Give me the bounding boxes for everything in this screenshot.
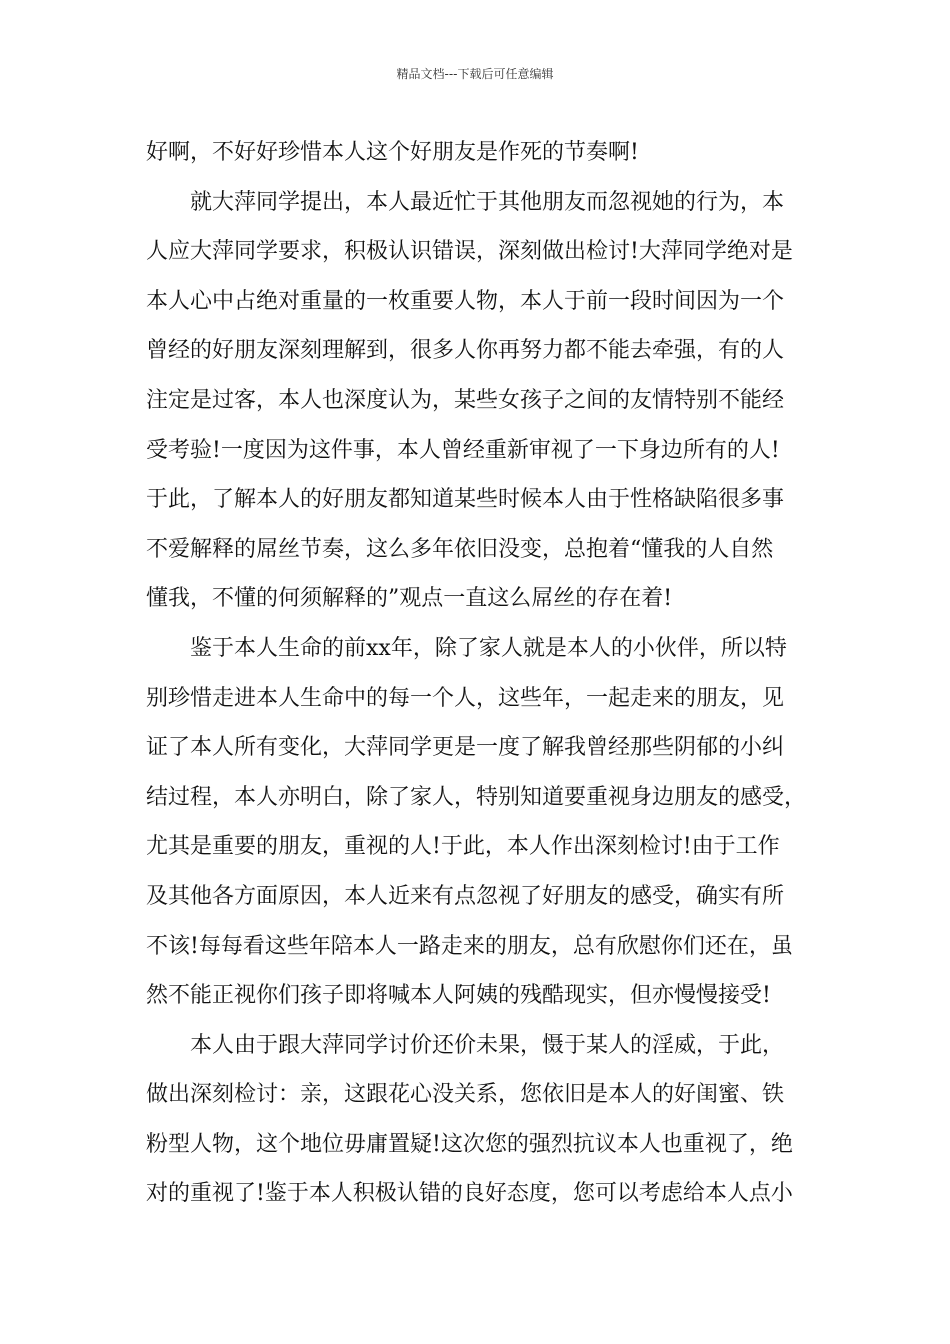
text-line: 于此，了解本人的好朋友都知道某些时候本人由于性格缺陷很多事 [146, 487, 785, 513]
text-line: 本人由于跟大萍同学讨价还价未果，慑于某人的淫威，于此， [190, 1032, 785, 1058]
text-line: 对的重视了!鉴于本人积极认错的良好态度，您可以考虑给本人点小 [146, 1181, 793, 1207]
text-line: 注定是过客，本人也深度认为，某些女孩子之间的友情特别不能经 [146, 387, 785, 413]
page-header: 精品文档---下载后可任意编辑 [396, 67, 554, 81]
text-line: 就大萍同学提出，本人最近忙于其他朋友而忽视她的行为，本 [190, 189, 785, 215]
text-line: 做出深刻检讨：亲，这跟花心没关系，您依旧是本人的好闺蜜、铁 [146, 1082, 785, 1108]
document-body [146, 128, 808, 1219]
text-line: 人应大萍同学要求，积极认识错误，深刻做出检讨!大萍同学绝对是 [146, 239, 793, 265]
text-line: 懂我，不懂的何须解释的”观点一直这么屌丝的存在着! [146, 586, 673, 612]
text-line: 不该!每每看这些年陪本人一路走来的朋友，总有欣慰你们还在，虽 [146, 933, 793, 959]
text-line: 不爱解释的屌丝节奏，这么多年依旧没变，总抱着“懂我的人自然 [146, 536, 774, 562]
text-line: 及其他各方面原因，本人近来有点忽视了好朋友的感受，确实有所 [146, 883, 785, 909]
text-line: 受考验!一度因为这件事，本人曾经重新审视了一下身边所有的人! [146, 437, 780, 463]
text-line: 证了本人所有变化，大萍同学更是一度了解我曾经那些阴郁的小纠 [146, 735, 785, 761]
text-line: 好啊，不好好珍惜本人这个好朋友是作死的节奏啊! [146, 140, 639, 165]
text-line: 尤其是重要的朋友，重视的人!于此，本人作出深刻检讨!由于工作 [146, 834, 780, 860]
text-line: 鉴于本人生命的前xx年，除了家人就是本人的小伙伴，所以特 [190, 635, 787, 661]
text-line: 粉型人物，这个地位毋庸置疑!这次您的强烈抗议本人也重视了，绝 [146, 1131, 793, 1157]
text-line: 别珍惜走进本人生命中的每一个人，这些年，一起走来的朋友，见 [146, 685, 785, 711]
text-line: 结过程，本人亦明白，除了家人，特别知道要重视身边朋友的感受， [146, 784, 807, 810]
text-line: 本人心中占绝对重量的一枚重要人物，本人于前一段时间因为一个 [146, 288, 785, 314]
text-line: 然不能正视你们孩子即将喊本人阿姨的残酷现实，但亦慢慢接受! [146, 983, 771, 1009]
text-line: 曾经的好朋友深刻理解到，很多人你再努力都不能去牵强，有的人 [146, 338, 785, 364]
